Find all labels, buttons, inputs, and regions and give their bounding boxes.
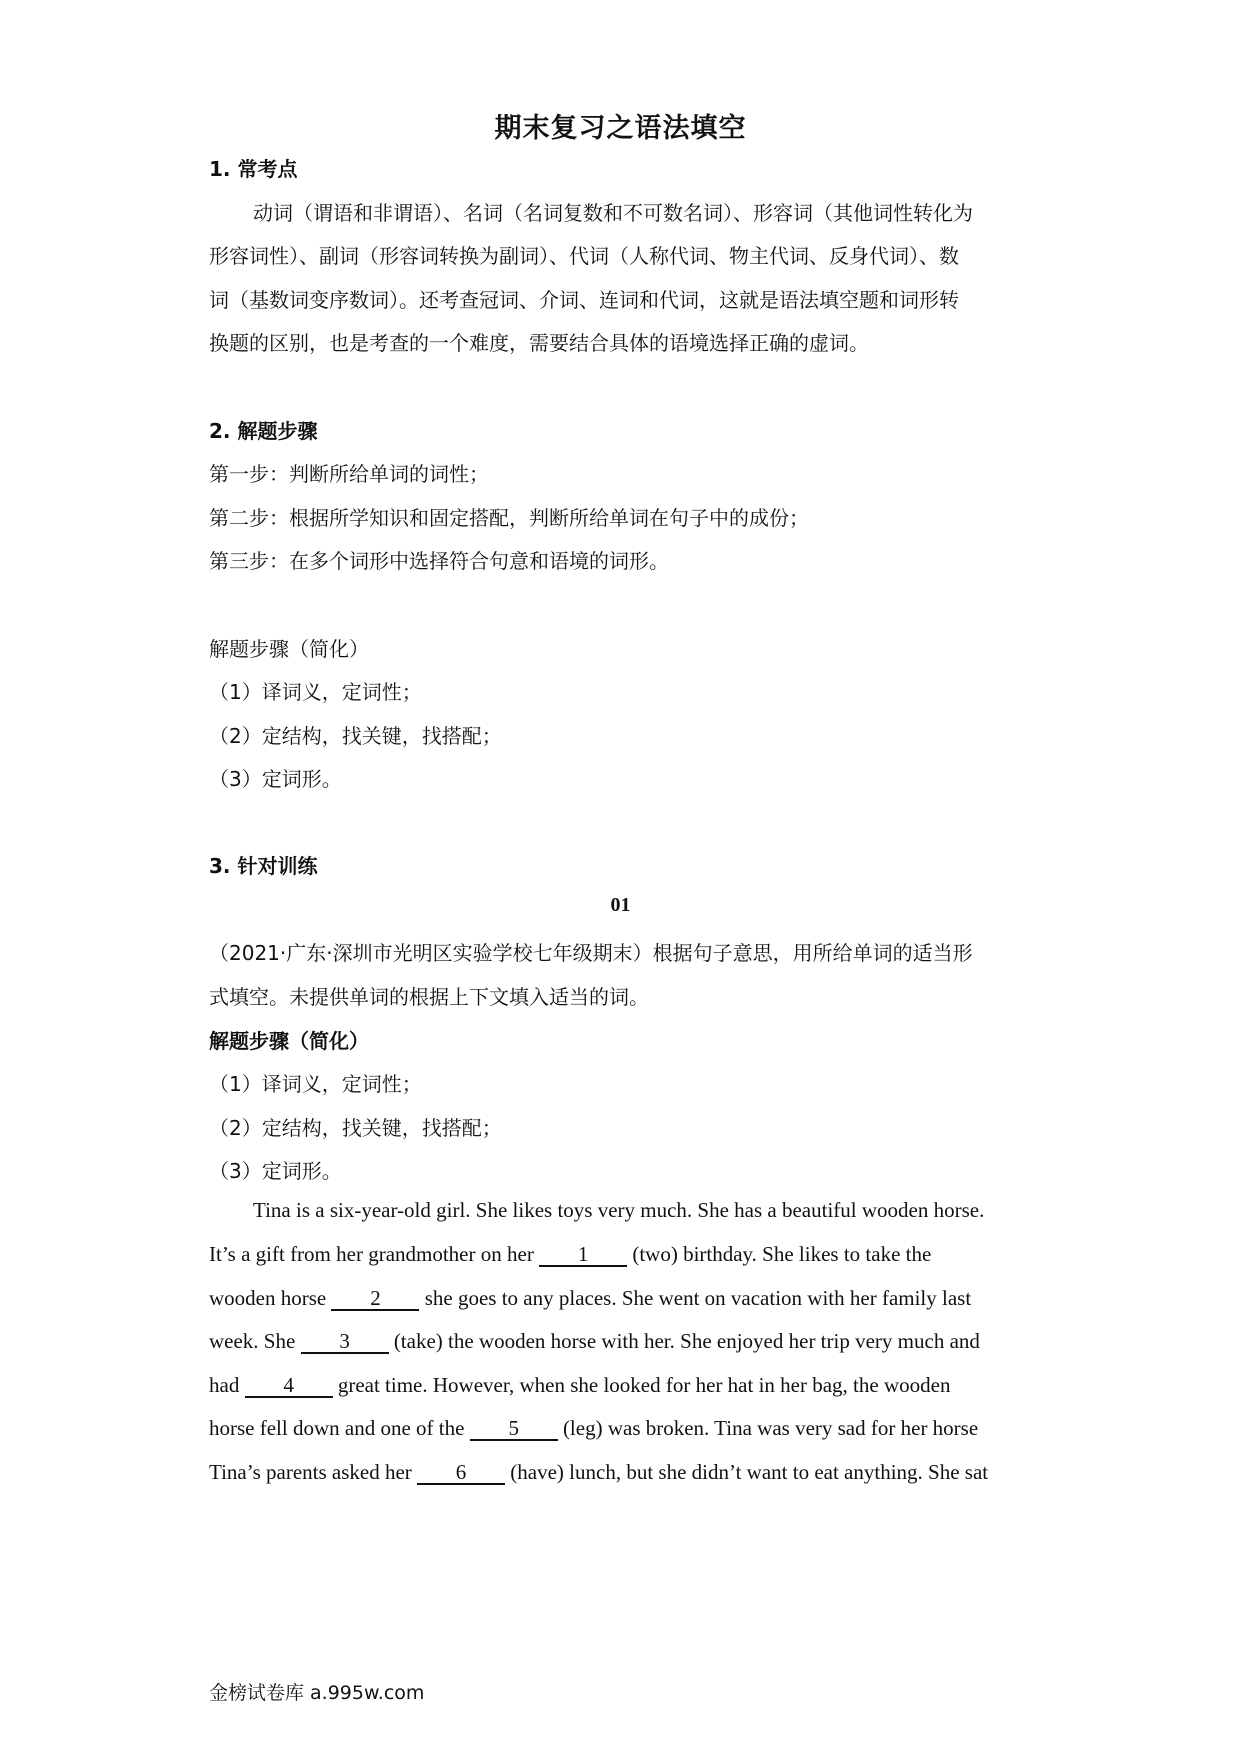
section-1-heading: 1. 常考点	[209, 157, 298, 181]
blank-6: 6	[417, 1462, 505, 1485]
exercise-intro-line: 式填空。未提供单词的根据上下文填入适当的词。	[209, 985, 649, 1009]
blank-3: 3	[301, 1331, 389, 1354]
passage-line: Tina is a six-year-old girl. She likes toys very much. She has a beautiful wooden horse.	[253, 1198, 985, 1222]
simplified-step: （1）译词义，定词性；	[209, 1072, 422, 1096]
passage-text: horse fell down and one of the	[209, 1416, 470, 1440]
passage-text: she goes to any places. She went on vacation with her family last	[419, 1286, 972, 1310]
passage-line	[209, 1286, 971, 1311]
simplified-title-bold: 解题步骤（简化）	[209, 1029, 369, 1053]
step-line: 第一步：判断所给单词的词性；	[209, 462, 489, 486]
blank-4: 4	[245, 1375, 333, 1398]
footer-watermark: 金榜试卷库 a.995w.com	[209, 1682, 425, 1704]
step-line: 第二步：根据所学知识和固定搭配，判断所给单词在句子中的成份；	[209, 506, 809, 530]
section-3-heading: 3. 针对训练	[209, 854, 318, 878]
section-2-heading: 2. 解题步骤	[209, 419, 318, 443]
simplified-step: （3）定词形。	[209, 767, 342, 791]
simplified-step: （3）定词形。	[209, 1159, 342, 1183]
passage-text: had	[209, 1373, 245, 1397]
blank-2: 2	[331, 1288, 419, 1311]
section-1-line: 动词（谓语和非谓语）、名词（名词复数和不可数名词）、形容词（其他词性转化为	[253, 201, 973, 225]
passage-text: week. She	[209, 1329, 301, 1353]
passage-text: (take) the wooden horse with her. She enjoyed her trip very much and	[388, 1329, 980, 1353]
simplified-title: 解题步骤（简化）	[209, 637, 369, 661]
passage-text: (two) birthday. She likes to take the	[627, 1242, 932, 1266]
passage-line	[209, 1460, 988, 1485]
passage-text: Tina’s parents asked her	[209, 1460, 418, 1484]
passage-line	[209, 1242, 931, 1267]
passage-text: (have) lunch, but she didn’t want to eat anything. She sat	[505, 1460, 989, 1484]
step-line: 第三步：在多个词形中选择符合句意和语境的词形。	[209, 549, 669, 573]
passage-text: (leg) was broken. Tina was very sad for her horse	[557, 1416, 979, 1440]
passage-text: It’s a gift from her grandmother on her	[209, 1242, 540, 1266]
passage-line	[209, 1329, 980, 1354]
passage-line	[209, 1416, 978, 1441]
section-1-line: 换题的区别，也是考查的一个难度，需要结合具体的语境选择正确的虚词。	[209, 331, 869, 355]
passage-text: wooden horse	[209, 1286, 332, 1310]
simplified-step: （2）定结构，找关键，找搭配；	[209, 1116, 502, 1140]
passage-text: great time. However, when she looked for her hat in her bag, the wooden	[332, 1373, 951, 1397]
section-1-line: 形容词性）、副词（形容词转换为副词）、代词（人称代词、物主代词、反身代词）、数	[209, 244, 959, 268]
blank-1: 1	[539, 1244, 627, 1267]
page-title: 期末复习之语法填空	[494, 113, 747, 144]
blank-5: 5	[470, 1418, 558, 1441]
passage-line	[209, 1373, 950, 1398]
simplified-step: （1）译词义，定词性；	[209, 680, 422, 704]
exercise-intro-line: （2021·广东·深圳市光明区实验学校七年级期末）根据句子意思，用所给单词的适当形	[209, 941, 973, 965]
section-1-line: 词（基数词变序数词）。还考查冠词、介词、连词和代词，这就是语法填空题和词形转	[209, 288, 959, 312]
exercise-number: 01	[610, 894, 631, 916]
simplified-step: （2）定结构，找关键，找搭配；	[209, 724, 502, 748]
